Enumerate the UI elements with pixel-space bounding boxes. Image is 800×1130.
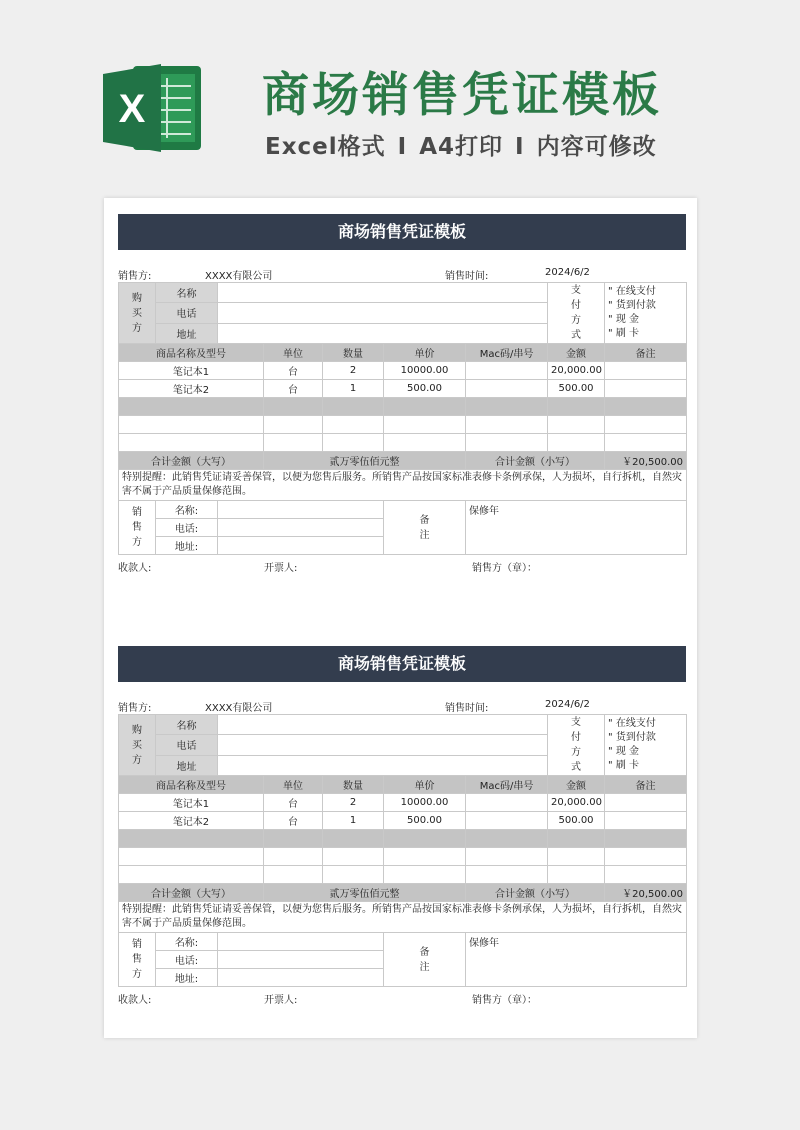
- empty-cell[interactable]: [548, 866, 605, 884]
- empty-cell[interactable]: [466, 434, 548, 452]
- column-header: 备注: [605, 776, 687, 794]
- item-qty[interactable]: 1: [323, 812, 384, 830]
- table-row-empty: [119, 398, 687, 416]
- table-row-empty: [119, 866, 687, 884]
- buyer-field-phone: 电话: [156, 735, 218, 755]
- total-upper-label: 合计金额（大写）: [119, 884, 264, 902]
- empty-cell[interactable]: [605, 416, 687, 434]
- table-row-empty: [119, 434, 687, 452]
- item-name[interactable]: 笔记本1: [119, 362, 264, 380]
- empty-cell[interactable]: [119, 848, 264, 866]
- total-lower-label: 合计金额（小写）: [466, 452, 605, 470]
- item-amount[interactable]: 20,000.00: [548, 362, 605, 380]
- receiver-label: 收款人:: [118, 995, 152, 1006]
- table-row-empty: [119, 848, 687, 866]
- empty-cell[interactable]: [264, 416, 323, 434]
- remark-label: 备 注: [384, 933, 466, 987]
- sales-phone-input[interactable]: [218, 519, 384, 537]
- seller-value[interactable]: XXXX有限公司: [205, 703, 273, 714]
- buyer-address-input[interactable]: [218, 755, 548, 775]
- empty-cell[interactable]: [323, 866, 384, 884]
- remark-label: 备 注: [384, 501, 466, 555]
- buyer-phone-input[interactable]: [218, 735, 548, 755]
- buyer-field-name: 名称: [156, 283, 218, 303]
- empty-cell[interactable]: [548, 416, 605, 434]
- buyer-label: 购 买 方: [119, 715, 156, 776]
- voucher-table: [118, 714, 687, 987]
- subtitle-print: A4打印: [419, 134, 504, 160]
- empty-cell[interactable]: [119, 866, 264, 884]
- empty-cell[interactable]: [548, 848, 605, 866]
- empty-cell[interactable]: [119, 398, 264, 416]
- empty-cell[interactable]: [119, 434, 264, 452]
- warranty-cell[interactable]: [466, 501, 687, 555]
- voucher-form-1: [118, 214, 686, 573]
- empty-cell[interactable]: [605, 398, 687, 416]
- total-lower-label: 合计金额（小写）: [466, 884, 605, 902]
- signature-row: [118, 557, 686, 573]
- empty-cell[interactable]: [605, 866, 687, 884]
- item-mac[interactable]: [466, 812, 548, 830]
- empty-cell[interactable]: [323, 434, 384, 452]
- empty-cell[interactable]: [264, 398, 323, 416]
- empty-cell[interactable]: [548, 434, 605, 452]
- payment-option-online[interactable]: " 在线支付: [608, 718, 656, 729]
- buyer-field-phone: 电话: [156, 303, 218, 323]
- empty-cell[interactable]: [384, 398, 466, 416]
- document-paper: [104, 198, 697, 1038]
- item-name[interactable]: 笔记本2: [119, 812, 264, 830]
- item-price[interactable]: 500.00: [384, 380, 466, 398]
- empty-cell[interactable]: [466, 866, 548, 884]
- empty-cell[interactable]: [605, 434, 687, 452]
- empty-cell[interactable]: [548, 830, 605, 848]
- empty-cell[interactable]: [323, 830, 384, 848]
- total-row: [119, 452, 687, 470]
- empty-cell[interactable]: [605, 848, 687, 866]
- column-header: 金额: [548, 776, 605, 794]
- buyer-phone-input[interactable]: [218, 303, 548, 323]
- total-lower-value[interactable]: ￥20,500.00: [605, 884, 687, 902]
- receiver-label: 收款人:: [118, 563, 152, 574]
- item-note[interactable]: [605, 362, 687, 380]
- empty-cell[interactable]: [384, 866, 466, 884]
- empty-cell[interactable]: [466, 416, 548, 434]
- column-header: 数量: [323, 776, 384, 794]
- column-header: 备注: [605, 344, 687, 362]
- item-unit[interactable]: 台: [264, 812, 323, 830]
- empty-cell[interactable]: [323, 848, 384, 866]
- payment-option-card[interactable]: " 刷 卡: [608, 760, 640, 771]
- payment-option-cod[interactable]: " 货到付款: [608, 300, 656, 311]
- seller-label: 销售方:: [118, 271, 152, 282]
- item-unit[interactable]: 台: [264, 794, 323, 812]
- sales-row: [119, 501, 687, 519]
- sales-address-input[interactable]: [218, 537, 384, 555]
- payment-options[interactable]: [605, 715, 687, 776]
- item-price[interactable]: 10000.00: [384, 362, 466, 380]
- item-unit[interactable]: 台: [264, 380, 323, 398]
- column-header: 金额: [548, 344, 605, 362]
- column-header: 商品名称及型号: [119, 344, 264, 362]
- item-mac[interactable]: [466, 380, 548, 398]
- table-row: [119, 380, 687, 398]
- warranty-text: 保修年: [469, 506, 499, 517]
- payment-option-cash[interactable]: " 现 金: [608, 314, 640, 325]
- empty-cell[interactable]: [466, 398, 548, 416]
- column-header: 单位: [264, 776, 323, 794]
- form-title: 商场销售凭证模板: [118, 214, 686, 250]
- item-price[interactable]: 500.00: [384, 812, 466, 830]
- empty-cell[interactable]: [384, 830, 466, 848]
- notice-row: [119, 902, 687, 933]
- notice-text: 特别提醒：此销售凭证请妥善保管，以便为您售后服务。所销售产品按国家标准表修卡条例承保，人为损坏，自行拆机，自然灾害不属于产品质量保修范围。: [119, 470, 687, 501]
- empty-cell[interactable]: [384, 848, 466, 866]
- sales-field-name: 名称:: [156, 501, 218, 519]
- empty-cell[interactable]: [384, 434, 466, 452]
- total-lower-value[interactable]: ￥20,500.00: [605, 452, 687, 470]
- buyer-name-input[interactable]: [218, 283, 548, 303]
- empty-cell[interactable]: [384, 416, 466, 434]
- empty-cell[interactable]: [264, 434, 323, 452]
- seller-info-row: [118, 264, 686, 282]
- item-note[interactable]: [605, 812, 687, 830]
- notice-text: 特别提醒：此销售凭证请妥善保管，以便为您售后服务。所销售产品按国家标准表修卡条例承保，人为损坏，自行拆机，自然灾害不属于产品质量保修范围。: [119, 902, 687, 933]
- seller-info-row: [118, 696, 686, 714]
- total-upper-value[interactable]: 贰万零伍佰元整: [264, 452, 466, 470]
- issuer-label: 开票人:: [264, 995, 298, 1006]
- notice-row: [119, 470, 687, 501]
- warranty-text: 保修年: [469, 938, 499, 949]
- item-qty[interactable]: 2: [323, 794, 384, 812]
- column-header: Mac码/串号: [466, 344, 548, 362]
- payment-option-cash[interactable]: " 现 金: [608, 746, 640, 757]
- empty-cell[interactable]: [264, 848, 323, 866]
- sales-field-name: 名称:: [156, 933, 218, 951]
- item-name[interactable]: 笔记本2: [119, 380, 264, 398]
- sales-field-phone: 电话:: [156, 951, 218, 969]
- subtitle-editable: 内容可修改: [536, 134, 657, 160]
- empty-cell[interactable]: [264, 866, 323, 884]
- empty-cell[interactable]: [323, 398, 384, 416]
- buyer-address-input[interactable]: [218, 323, 548, 343]
- empty-cell[interactable]: [119, 416, 264, 434]
- sales-label: 销 售 方: [119, 501, 156, 555]
- item-amount[interactable]: 500.00: [548, 812, 605, 830]
- table-header-row: [119, 776, 687, 794]
- empty-cell[interactable]: [466, 848, 548, 866]
- payment-option-online[interactable]: " 在线支付: [608, 286, 656, 297]
- payment-options[interactable]: [605, 283, 687, 344]
- item-amount[interactable]: 20,000.00: [548, 794, 605, 812]
- buyer-field-name: 名称: [156, 715, 218, 735]
- total-row: [119, 884, 687, 902]
- buyer-label: 购 买 方: [119, 283, 156, 344]
- sales-address-input[interactable]: [218, 969, 384, 987]
- subtitle-separator: I: [397, 134, 408, 160]
- item-name[interactable]: 笔记本1: [119, 794, 264, 812]
- sales-label: 销 售 方: [119, 933, 156, 987]
- payment-label: 支 付 方 式: [548, 283, 605, 344]
- item-note[interactable]: [605, 380, 687, 398]
- table-row: [119, 362, 687, 380]
- time-value[interactable]: 2024/6/2: [545, 699, 590, 710]
- time-label: 销售时间:: [445, 271, 489, 282]
- voucher-table: [118, 282, 687, 555]
- voucher-form-2: [118, 646, 686, 1005]
- sales-name-input[interactable]: [218, 501, 384, 519]
- buyer-name-input[interactable]: [218, 715, 548, 735]
- issuer-label: 开票人:: [264, 563, 298, 574]
- table-header-row: [119, 344, 687, 362]
- stamp-label: 销售方（章）：: [472, 995, 537, 1006]
- column-header: Mac码/串号: [466, 776, 548, 794]
- form-title: 商场销售凭证模板: [118, 646, 686, 682]
- item-mac[interactable]: [466, 794, 548, 812]
- empty-cell[interactable]: [605, 830, 687, 848]
- empty-cell[interactable]: [323, 416, 384, 434]
- buyer-row: [119, 283, 687, 303]
- column-header: 数量: [323, 344, 384, 362]
- stamp-label: 销售方（章）：: [472, 563, 537, 574]
- table-row: [119, 812, 687, 830]
- seller-label: 销售方:: [118, 703, 152, 714]
- warranty-cell[interactable]: [466, 933, 687, 987]
- logo-letter: X: [118, 87, 146, 131]
- sales-phone-input[interactable]: [218, 951, 384, 969]
- item-price[interactable]: 10000.00: [384, 794, 466, 812]
- item-note[interactable]: [605, 794, 687, 812]
- payment-label: 支 付 方 式: [548, 715, 605, 776]
- item-amount[interactable]: 500.00: [548, 380, 605, 398]
- total-upper-value[interactable]: 贰万零伍佰元整: [264, 884, 466, 902]
- empty-cell[interactable]: [548, 398, 605, 416]
- item-qty[interactable]: 1: [323, 380, 384, 398]
- buyer-row: [119, 715, 687, 735]
- sales-field-address: 地址:: [156, 969, 218, 987]
- table-row-empty: [119, 416, 687, 434]
- signature-row: [118, 989, 686, 1005]
- seller-value[interactable]: XXXX有限公司: [205, 271, 273, 282]
- subtitle-format: Excel格式: [265, 134, 386, 160]
- column-header: 商品名称及型号: [119, 776, 264, 794]
- sales-field-address: 地址:: [156, 537, 218, 555]
- page-title: 商场销售凭证模板: [262, 68, 662, 123]
- page-subtitle: [265, 128, 657, 161]
- column-header: 单位: [264, 344, 323, 362]
- empty-cell[interactable]: [119, 830, 264, 848]
- item-mac[interactable]: [466, 362, 548, 380]
- sales-field-phone: 电话:: [156, 519, 218, 537]
- item-qty[interactable]: 2: [323, 362, 384, 380]
- empty-cell[interactable]: [264, 830, 323, 848]
- sales-name-input[interactable]: [218, 933, 384, 951]
- payment-option-cod[interactable]: " 货到付款: [608, 732, 656, 743]
- column-header: 单价: [384, 344, 466, 362]
- buyer-field-address: 地址: [156, 755, 218, 775]
- buyer-field-address: 地址: [156, 323, 218, 343]
- sales-row: [119, 933, 687, 951]
- time-value[interactable]: 2024/6/2: [545, 267, 590, 278]
- table-row-empty: [119, 830, 687, 848]
- subtitle-separator: I: [515, 134, 525, 160]
- excel-logo-icon: [103, 62, 203, 154]
- empty-cell[interactable]: [466, 830, 548, 848]
- column-header: 单价: [384, 776, 466, 794]
- table-row: [119, 794, 687, 812]
- time-label: 销售时间:: [445, 703, 489, 714]
- payment-option-card[interactable]: " 刷 卡: [608, 328, 640, 339]
- item-unit[interactable]: 台: [264, 362, 323, 380]
- total-upper-label: 合计金额（大写）: [119, 452, 264, 470]
